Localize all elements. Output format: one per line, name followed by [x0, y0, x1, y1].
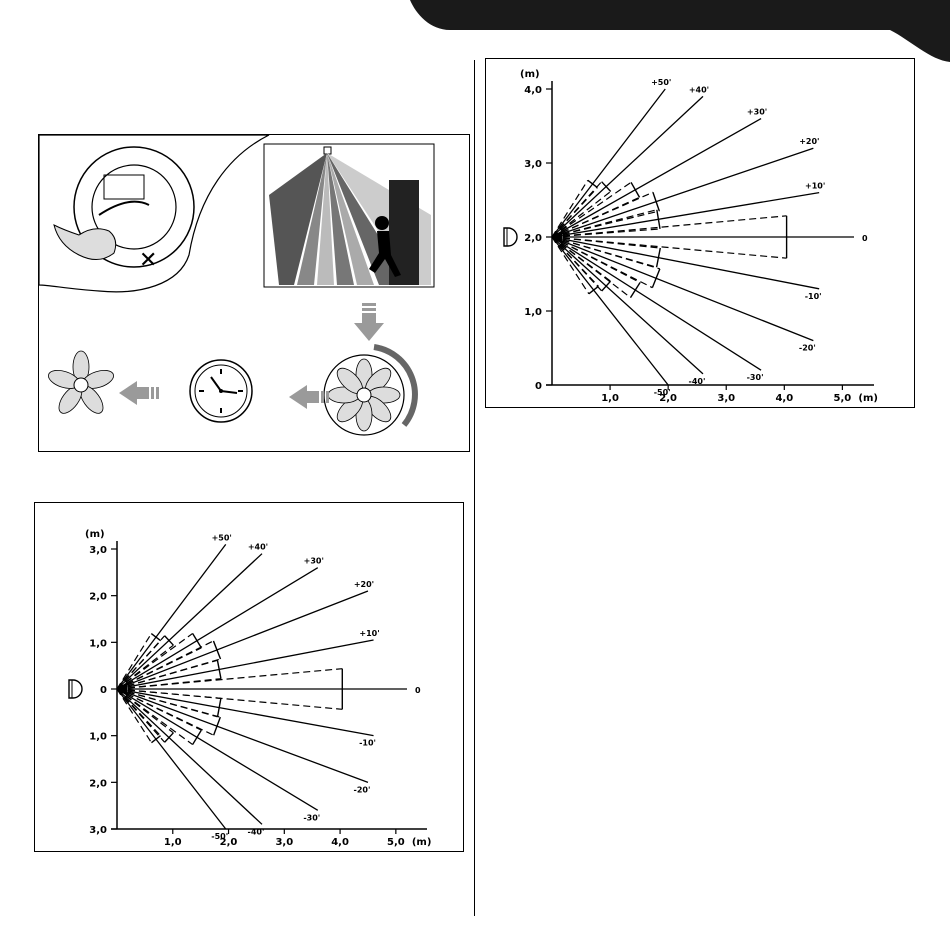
- beam-line: [117, 640, 374, 689]
- y-tick-label: 3,0: [89, 545, 107, 556]
- installation-illustration-panel: [38, 134, 470, 452]
- y-tick-label: 0: [100, 685, 107, 696]
- beam-zone-edge: [552, 237, 660, 248]
- beam-line: [552, 237, 668, 385]
- beam-zone-end: [151, 736, 160, 743]
- x-tick-label: 2,0: [219, 837, 238, 848]
- beam-label: -40': [688, 376, 706, 386]
- beam-label: -10': [359, 738, 376, 748]
- beam-label: -20': [353, 785, 371, 795]
- beam-zone-end: [151, 634, 160, 641]
- y-axis-label: (m): [520, 69, 540, 80]
- column-divider: [474, 60, 475, 916]
- beam-label: 0: [415, 686, 421, 695]
- beam-zone-edge: [552, 237, 640, 283]
- beam-label: +40': [247, 542, 269, 552]
- clock-icon: [190, 360, 252, 422]
- beam-label: -40': [247, 827, 265, 837]
- beam-line: [117, 554, 262, 689]
- beam-zone-end: [631, 283, 641, 298]
- beam-zone-edge: [552, 216, 787, 237]
- y-tick-label: 3,0: [524, 159, 542, 170]
- detection-pattern-chart-top: [485, 58, 915, 408]
- beam-label: +30': [303, 556, 324, 566]
- x-tick-label: 3,0: [275, 837, 294, 848]
- x-tick-label: 5,0: [833, 393, 852, 404]
- y-tick-label: 1,0: [89, 638, 107, 650]
- x-tick-label: 3,0: [717, 393, 736, 404]
- beam-label: +10': [805, 181, 826, 191]
- y-tick-label: 2,0: [524, 233, 542, 244]
- beam-label: -10': [804, 291, 822, 301]
- beam-line: [117, 568, 318, 689]
- x-tick-label: 1,0: [163, 837, 182, 848]
- beam-label: +30': [746, 107, 768, 117]
- beam-line: [117, 689, 368, 782]
- x-tick-label: 1,0: [601, 393, 619, 404]
- y-tick-label: 1,0: [89, 731, 107, 743]
- beam-zone-edge: [117, 633, 193, 689]
- beam-label: +10': [359, 629, 380, 638]
- beam-zone-end: [588, 180, 598, 187]
- beam-zone-end: [653, 192, 659, 211]
- beam-label: -20': [798, 343, 816, 353]
- beam-label: -30': [746, 373, 764, 383]
- arrow-down-icon: [354, 303, 384, 341]
- beam-label: +50': [211, 533, 232, 543]
- beam-line: [117, 689, 262, 824]
- detection-pattern-chart-bottom: [34, 502, 464, 852]
- rotating-fan-icon: [324, 347, 415, 435]
- beam-label: -50': [211, 832, 229, 841]
- beam-zone-edge: [552, 182, 631, 237]
- beam-label: +20': [353, 580, 375, 589]
- y-tick-label: 3,0: [89, 825, 107, 836]
- beam-label: -50': [653, 388, 671, 397]
- y-tick-label: 0: [535, 381, 542, 392]
- x-tick-label: 4,0: [331, 837, 349, 848]
- beam-label: +40': [688, 85, 710, 95]
- y-axis-label: (m): [85, 529, 105, 540]
- x-tick-label: 5,0: [386, 837, 405, 848]
- x-axis-label: (m): [858, 393, 878, 404]
- beam-label: -30': [303, 813, 321, 823]
- beam-zone-end: [193, 730, 202, 744]
- beam-line: [552, 237, 813, 341]
- arrow-left-icon: [289, 385, 329, 409]
- x-axis-label: (m): [411, 837, 432, 848]
- beam-label: +20': [799, 137, 820, 147]
- beam-label: 0: [862, 234, 868, 243]
- x-tick-label: 2,0: [659, 393, 678, 404]
- beam-zone-end: [213, 641, 220, 659]
- beam-line: [117, 689, 226, 829]
- beam-zone-end: [214, 717, 221, 735]
- beam-line: [552, 89, 665, 237]
- y-tick-label: 1,0: [524, 307, 542, 318]
- beam-label: +50': [651, 78, 672, 87]
- beam-line: [552, 237, 703, 374]
- beam-zone-end: [193, 633, 202, 647]
- y-tick-label: 2,0: [89, 778, 107, 790]
- x-tick-label: 4,0: [775, 393, 794, 404]
- sensor-symbol-icon: [504, 228, 517, 246]
- fan-icon: [46, 351, 116, 417]
- y-tick-label: 4,0: [524, 85, 542, 96]
- sensor-symbol-icon: [69, 680, 82, 698]
- beam-zone-end: [652, 269, 659, 288]
- svg-text:✕: ✕: [139, 248, 158, 273]
- beam-zone-end: [631, 182, 640, 197]
- y-tick-label: 2,0: [89, 591, 107, 603]
- sensor-icon: [264, 144, 434, 287]
- arrow-left-icon: [119, 381, 159, 405]
- beam-zone-end: [589, 286, 599, 294]
